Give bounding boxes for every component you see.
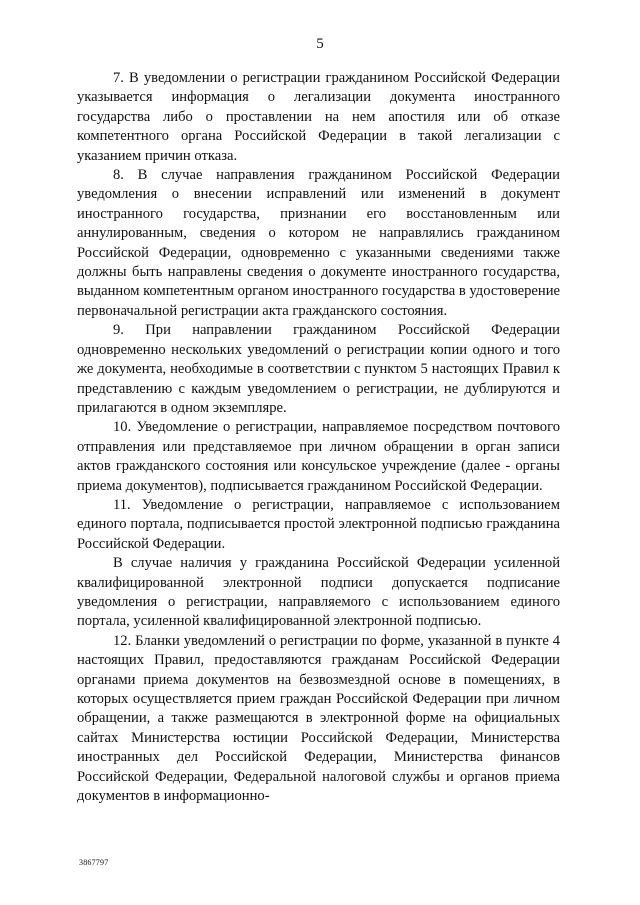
- paragraph-12: 12. Бланки уведомлений о регистрации по форме, указанной в пункте 4 настоящих Правил, предоставляются гражданам Российской Федерации органами приема документов на безвозмездной основе в помещениях, в которых осуществляется прием граждан Российской Федерации при личном обращении, а также размещаются в электронной форме на официальных сайтах Министерства юстиции Российской Федерации, Министерства иностранных дел Российской Федерации, Министерства финансов Российской Федерации, Федеральной налоговой службы и органов приема документов в информационно-: [77, 632, 560, 805]
- page-number: 5: [316, 36, 324, 52]
- paragraph-11: 11. Уведомление о регистрации, направляемое с использованием единого портала, подписывается простой электронной подписью гражданина Российской Федерации.: [77, 496, 560, 552]
- paragraph-11-continued: В случае наличия у гражданина Российской Федерации усиленной квалифицированной электронной подписи допускается подписание уведомления о регистрации, направляемого с использованием единого портала, усиленной квалифицированной электронной подписью.: [77, 555, 560, 630]
- paragraph-10: 10. Уведомление о регистрации, направляемое посредством почтового отправления или представляемое при личном обращении в орган записи актов гражданского состояния или консульское учреждение (далее - органы приема документов), подписывается гражданином Российской Федерации.: [77, 419, 560, 494]
- document-footer-code: 3867797: [79, 858, 109, 867]
- document-body: [77, 69, 560, 806]
- paragraph-7: 7. В уведомлении о регистрации гражданином Российской Федерации указывается информация о легализации документа иностранного государства либо о проставлении на нем апостиля или об отказе компетентного органа Российской Федерации в такой легализации с указанием причин отказа.: [77, 70, 560, 164]
- paragraph-8: 8. В случае направления гражданином Российской Федерации уведомления о внесении исправлений или изменений в документ иностранного государства, признании его восстановленным или аннулированным, сведения о котором не направлялись гражданином Российской Федерации, одновременно с указанными сведениями также должны быть направлены сведения о документе иностранного государства, выданном компетентным органом иностранного государства в удостоверение первоначальной регистрации акта гражданского состояния.: [77, 167, 560, 319]
- paragraph-9: 9. При направлении гражданином Российской Федерации одновременно нескольких уведомлений о регистрации копии одного и того же документа, необходимые в соответствии с пунктом 5 настоящих Правил к представлению с каждым уведомлением о регистрации, не дублируются и прилагаются в одном экземпляре.: [77, 322, 560, 416]
